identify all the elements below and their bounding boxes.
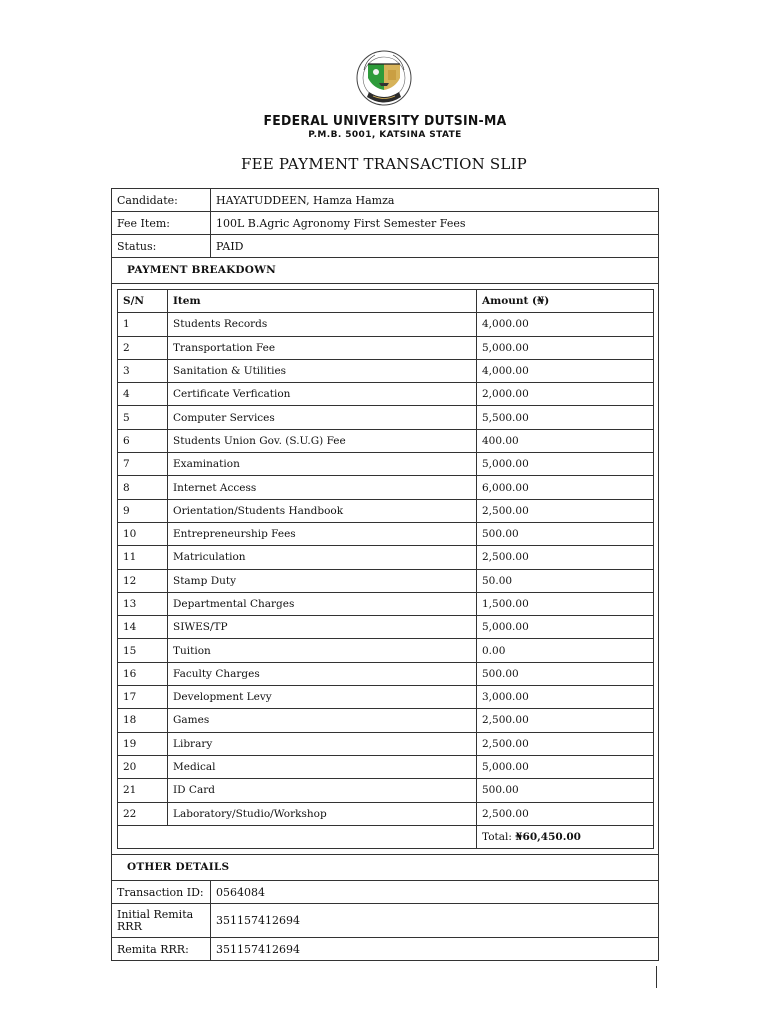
table-row — [118, 522, 654, 545]
row-sn-cell: 18 — [118, 709, 168, 732]
table-row — [118, 359, 654, 382]
row-sn-cell: 17 — [118, 686, 168, 709]
row-item-cell: Stamp Duty — [168, 569, 477, 592]
row-sn-cell: 14 — [118, 616, 168, 639]
row-sn-cell: 16 — [118, 662, 168, 685]
row-item-cell: Games — [168, 709, 477, 732]
table-row — [118, 476, 654, 499]
status-value: PAID — [211, 235, 659, 258]
table-row — [118, 569, 654, 592]
candidate-value: HAYATUDDEEN, Hamza Hamza — [211, 189, 659, 212]
row-item-cell: SIWES/TP — [168, 616, 477, 639]
table-row — [118, 662, 654, 685]
table-row — [118, 755, 654, 778]
row-item-cell: Library — [168, 732, 477, 755]
row-amount-cell: 500.00 — [477, 662, 654, 685]
page-title: FEE PAYMENT TRANSACTION SLIP — [241, 155, 527, 173]
transaction-id-value: 0564084 — [211, 881, 659, 904]
row-amount-cell: 5,000.00 — [477, 616, 654, 639]
table-row — [118, 709, 654, 732]
row-sn-cell: 20 — [118, 755, 168, 778]
payment-breakdown-heading: PAYMENT BREAKDOWN — [112, 258, 658, 284]
fee-item-label: Fee Item: — [112, 212, 211, 235]
status-label: Status: — [112, 235, 211, 258]
total-cell — [477, 825, 654, 848]
row-item-cell: Entrepreneurship Fees — [168, 522, 477, 545]
row-sn-cell: 15 — [118, 639, 168, 662]
other-details-table — [112, 881, 658, 961]
row-item-cell: Students Union Gov. (S.U.G) Fee — [168, 429, 477, 452]
row-item-cell: Development Levy — [168, 686, 477, 709]
university-crest-icon — [355, 50, 413, 112]
row-amount-cell: 400.00 — [477, 429, 654, 452]
row-sn-cell: 7 — [118, 453, 168, 476]
row-amount-cell: 1,500.00 — [477, 592, 654, 615]
remita-rrr-value: 351157412694 — [211, 938, 659, 961]
table-row — [118, 406, 654, 429]
table-row — [118, 592, 654, 615]
row-sn-cell: 8 — [118, 476, 168, 499]
row-item-cell: Sanitation & Utilities — [168, 359, 477, 382]
row-item-cell: Computer Services — [168, 406, 477, 429]
row-amount-cell: 4,000.00 — [477, 359, 654, 382]
other-row-initial-rrr — [112, 904, 658, 938]
table-row — [118, 546, 654, 569]
row-item-cell: Departmental Charges — [168, 592, 477, 615]
row-sn-cell: 12 — [118, 569, 168, 592]
row-amount-cell: 5,000.00 — [477, 336, 654, 359]
row-amount-cell: 3,000.00 — [477, 686, 654, 709]
row-item-cell: Students Records — [168, 313, 477, 336]
row-sn-cell: 5 — [118, 406, 168, 429]
row-sn-cell: 10 — [118, 522, 168, 545]
info-row-status — [112, 235, 658, 258]
total-amount: ₦60,450.00 — [515, 830, 581, 843]
table-row — [118, 616, 654, 639]
row-sn-cell: 22 — [118, 802, 168, 825]
row-sn-cell: 11 — [118, 546, 168, 569]
row-amount-cell: 0.00 — [477, 639, 654, 662]
row-sn-cell: 21 — [118, 779, 168, 802]
candidate-info-table — [112, 189, 658, 258]
other-row-remita-rrr — [112, 938, 658, 961]
table-row — [118, 336, 654, 359]
row-item-cell: Certificate Verfication — [168, 383, 477, 406]
row-item-cell: Medical — [168, 755, 477, 778]
row-amount-cell: 2,500.00 — [477, 499, 654, 522]
row-sn-cell: 3 — [118, 359, 168, 382]
row-item-cell: Faculty Charges — [168, 662, 477, 685]
total-row — [118, 825, 654, 848]
initial-rrr-label: Initial Remita RRR — [112, 904, 211, 938]
row-amount-cell: 5,000.00 — [477, 453, 654, 476]
row-amount-cell: 2,000.00 — [477, 383, 654, 406]
column-header-item: Item — [168, 290, 477, 313]
row-sn-cell: 19 — [118, 732, 168, 755]
row-item-cell: Internet Access — [168, 476, 477, 499]
row-item-cell: Tuition — [168, 639, 477, 662]
transaction-id-label: Transaction ID: — [112, 881, 211, 904]
table-header-row — [118, 290, 654, 313]
row-item-cell: ID Card — [168, 779, 477, 802]
remita-rrr-label: Remita RRR: — [112, 938, 211, 961]
row-item-cell: Laboratory/Studio/Workshop — [168, 802, 477, 825]
row-amount-cell: 2,500.00 — [477, 732, 654, 755]
total-row-spacer — [118, 825, 477, 848]
table-row — [118, 313, 654, 336]
row-sn-cell: 1 — [118, 313, 168, 336]
table-row — [118, 499, 654, 522]
row-amount-cell: 5,000.00 — [477, 755, 654, 778]
row-sn-cell: 9 — [118, 499, 168, 522]
row-amount-cell: 2,500.00 — [477, 709, 654, 732]
row-sn-cell: 4 — [118, 383, 168, 406]
row-amount-cell: 5,500.00 — [477, 406, 654, 429]
table-row — [118, 639, 654, 662]
border-divider — [656, 966, 657, 988]
row-item-cell: Orientation/Students Handbook — [168, 499, 477, 522]
table-row — [118, 429, 654, 452]
row-item-cell: Examination — [168, 453, 477, 476]
row-amount-cell: 500.00 — [477, 522, 654, 545]
row-amount-cell: 2,500.00 — [477, 802, 654, 825]
payment-breakdown-table — [117, 289, 654, 849]
other-details-heading: OTHER DETAILS — [112, 855, 658, 881]
row-amount-cell: 50.00 — [477, 569, 654, 592]
table-row — [118, 686, 654, 709]
candidate-label: Candidate: — [112, 189, 211, 212]
row-item-cell: Transportation Fee — [168, 336, 477, 359]
table-row — [118, 732, 654, 755]
row-sn-cell: 13 — [118, 592, 168, 615]
row-amount-cell: 500.00 — [477, 779, 654, 802]
payment-breakdown-section — [112, 284, 658, 855]
info-row-candidate — [112, 189, 658, 212]
row-sn-cell: 6 — [118, 429, 168, 452]
total-label: Total: — [482, 830, 512, 843]
initial-rrr-value: 351157412694 — [211, 904, 659, 938]
column-header-amount: Amount (₦) — [477, 290, 654, 313]
row-item-cell: Matriculation — [168, 546, 477, 569]
fee-item-value: 100L B.Agric Agronomy First Semester Fees — [211, 212, 659, 235]
institution-address: P.M.B. 5001, KATSINA STATE — [308, 130, 462, 140]
row-sn-cell: 2 — [118, 336, 168, 359]
other-row-transaction-id — [112, 881, 658, 904]
column-header-sn: S/N — [118, 290, 168, 313]
institution-name: FEDERAL UNIVERSITY DUTSIN-MA — [263, 113, 507, 129]
row-amount-cell: 4,000.00 — [477, 313, 654, 336]
table-row — [118, 453, 654, 476]
table-row — [118, 383, 654, 406]
info-row-fee-item — [112, 212, 658, 235]
transaction-slip — [111, 188, 659, 961]
table-row — [118, 779, 654, 802]
table-row — [118, 802, 654, 825]
row-amount-cell: 2,500.00 — [477, 546, 654, 569]
row-amount-cell: 6,000.00 — [477, 476, 654, 499]
